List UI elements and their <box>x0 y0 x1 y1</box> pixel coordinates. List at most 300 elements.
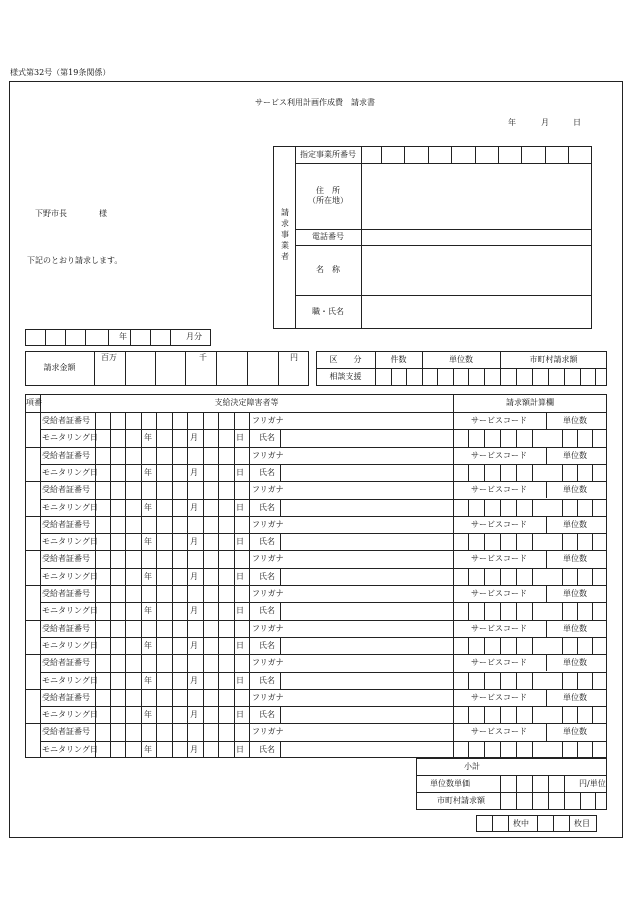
detail-cell-divider <box>592 533 593 550</box>
detail-cell-divider <box>203 689 204 724</box>
summary-cell-divider <box>468 368 469 386</box>
detail-cell-divider <box>218 447 219 482</box>
detail-cell-divider <box>156 689 157 724</box>
detail-cell-divider <box>516 429 517 446</box>
recipient-name-label: 氏名 <box>259 537 275 547</box>
furigana-label: フリガナ <box>252 623 284 633</box>
pager-current: 枚中 <box>513 819 529 828</box>
detail-cell-divider <box>141 447 142 482</box>
monitoring-day-label: 日 <box>236 571 244 581</box>
detail-cell-divider <box>577 637 578 654</box>
detail-cell-divider <box>562 429 563 446</box>
detail-cell-divider <box>156 723 157 758</box>
detail-row-midline <box>453 637 607 638</box>
detail-cell-divider <box>577 672 578 689</box>
period-cell-divider <box>108 329 109 346</box>
detail-cell-divider <box>125 689 126 724</box>
detail-cell-divider <box>484 499 485 516</box>
totals-cell-divider <box>580 792 581 810</box>
detail-cell-divider <box>249 689 250 724</box>
cert-no-label: 受給者証番号 <box>42 658 90 668</box>
detail-cell-divider <box>172 550 173 585</box>
service-code-label: サービスコード <box>471 519 527 529</box>
col-index-header: 項番 <box>26 398 42 407</box>
monitoring-month-label: 月 <box>190 640 198 650</box>
detail-cell-divider <box>577 533 578 550</box>
detail-cell-divider <box>516 741 517 758</box>
detail-cell-divider <box>484 741 485 758</box>
detail-cell-divider <box>218 654 219 689</box>
service-code-label: サービスコード <box>471 485 527 495</box>
form-id: 様式第32号（第19条関係） <box>10 68 111 77</box>
amount-cell-divider <box>125 351 126 386</box>
detail-cell-divider <box>562 568 563 585</box>
period-year: 年 <box>119 332 127 341</box>
unit-price-suffix: 円/単位 <box>579 779 606 788</box>
detail-row-midline <box>40 672 453 673</box>
detail-cell-divider <box>484 706 485 723</box>
detail-cell-divider <box>468 429 469 446</box>
period-cell-divider <box>85 329 86 346</box>
detail-cell-divider <box>141 689 142 724</box>
cert-no-label: 受給者証番号 <box>42 554 90 564</box>
service-code-label: サービスコード <box>471 692 527 702</box>
detail-cell-divider <box>203 620 204 655</box>
detail-cell-divider <box>546 723 547 740</box>
detail-cell-divider <box>218 689 219 724</box>
service-code-label: サービスコード <box>471 450 527 460</box>
monitoring-month-label: 月 <box>190 710 198 720</box>
cert-no-label: 受給者証番号 <box>42 485 90 495</box>
unit-price-label: 単位数単価 <box>430 779 470 788</box>
detail-cell-divider <box>249 723 250 758</box>
detail-cell-divider <box>187 481 188 516</box>
detail-cell-divider <box>280 429 281 446</box>
detail-cell-divider <box>500 429 501 446</box>
detail-table <box>25 394 607 758</box>
detail-cell-divider <box>234 689 235 724</box>
monitoring-year-label: 年 <box>144 640 152 650</box>
detail-cell-divider <box>203 723 204 758</box>
monitoring-month-label: 月 <box>190 675 198 685</box>
detail-row-midline <box>453 429 607 430</box>
monitoring-date-label: モニタリング日 <box>42 640 98 650</box>
detail-cell-divider <box>172 585 173 620</box>
furigana-label: フリガナ <box>252 519 284 529</box>
detail-cell-divider <box>156 412 157 447</box>
pager-total: 枚目 <box>574 819 590 828</box>
detail-cell-divider <box>516 602 517 619</box>
period-box <box>25 329 211 346</box>
detail-cell-divider <box>592 672 593 689</box>
detail-row-midline <box>453 464 607 465</box>
monitoring-day-label: 日 <box>236 606 244 616</box>
units-label: 単位数 <box>563 727 587 737</box>
detail-cell-divider <box>546 585 547 602</box>
detail-cell-divider <box>546 516 547 533</box>
monitoring-year-label: 年 <box>144 467 152 477</box>
recipient-name-label: 氏名 <box>259 433 275 443</box>
office-no-cell-divider <box>568 146 569 163</box>
detail-cell-divider <box>125 585 126 620</box>
monitoring-month-label: 月 <box>190 744 198 754</box>
monitoring-year-label: 年 <box>144 675 152 685</box>
amount-cell-divider <box>278 351 279 386</box>
detail-cell-divider <box>532 499 533 516</box>
detail-cell-divider <box>562 672 563 689</box>
detail-cell-divider <box>546 412 547 429</box>
service-code-label: サービスコード <box>471 623 527 633</box>
detail-cell-divider <box>125 481 126 516</box>
summary-units-header: 単位数 <box>449 355 473 364</box>
detail-cell-divider <box>203 654 204 689</box>
detail-row-border <box>25 654 607 655</box>
detail-cell-divider <box>500 464 501 481</box>
detail-cell-divider <box>110 620 111 655</box>
detail-cell-divider <box>562 637 563 654</box>
monitoring-date-label: モニタリング日 <box>42 606 98 616</box>
units-label: 単位数 <box>563 554 587 564</box>
recipient-name-label: 氏名 <box>259 606 275 616</box>
detail-cell-divider <box>203 550 204 585</box>
detail-cell-divider <box>532 706 533 723</box>
detail-cell-divider <box>484 637 485 654</box>
detail-cell-divider <box>156 481 157 516</box>
detail-cell-divider <box>234 723 235 758</box>
detail-cell-divider <box>532 568 533 585</box>
detail-cell-divider <box>468 637 469 654</box>
detail-cell-divider <box>110 447 111 482</box>
detail-cell-divider <box>516 568 517 585</box>
detail-row-midline <box>40 464 453 465</box>
detail-row-border <box>25 481 607 482</box>
summary-row-label: 相談支援 <box>329 372 362 381</box>
addressee: 下野市長 <box>35 209 67 218</box>
detail-row-midline <box>40 499 453 500</box>
detail-cell-divider <box>484 672 485 689</box>
period-cell-divider <box>170 329 171 346</box>
detail-cell-divider <box>500 602 501 619</box>
cert-no-label: 受給者証番号 <box>42 623 90 633</box>
monitoring-year-label: 年 <box>144 744 152 754</box>
detail-cell-divider <box>187 689 188 724</box>
city-amount-label: 市町村請求額 <box>437 796 485 805</box>
monitoring-year-label: 年 <box>144 571 152 581</box>
amount-cell-divider <box>185 351 186 386</box>
units-label: 単位数 <box>563 519 587 529</box>
detail-cell-divider <box>577 602 578 619</box>
detail-row-midline <box>453 602 607 603</box>
detail-cell-divider <box>187 550 188 585</box>
detail-cell-divider <box>500 637 501 654</box>
detail-cell-divider <box>125 412 126 447</box>
monitoring-year-label: 年 <box>144 433 152 443</box>
detail-row-border <box>25 689 607 690</box>
date-year: 年 <box>508 118 516 127</box>
furigana-label: フリガナ <box>252 589 284 598</box>
totals-cell-divider <box>548 792 549 810</box>
units-label: 単位数 <box>563 485 587 495</box>
detail-cell-divider <box>187 620 188 655</box>
detail-cell-divider <box>218 516 219 551</box>
address-label: 住 所 <box>316 186 340 195</box>
furigana-label: フリガナ <box>252 554 284 564</box>
detail-cell-divider <box>249 481 250 516</box>
monitoring-date-label: モニタリング日 <box>42 675 98 685</box>
detail-cell-divider <box>516 464 517 481</box>
detail-cell-divider <box>577 706 578 723</box>
detail-cell-divider <box>141 481 142 516</box>
detail-cell-divider <box>516 672 517 689</box>
detail-cell-divider <box>110 412 111 447</box>
detail-cell-divider <box>187 723 188 758</box>
detail-cell-divider <box>468 568 469 585</box>
detail-row-border <box>25 516 607 517</box>
detail-cell-divider <box>172 723 173 758</box>
detail-cell-divider <box>500 533 501 550</box>
cert-no-label: 受給者証番号 <box>42 692 90 702</box>
detail-cell-divider <box>280 499 281 516</box>
service-code-label: サービスコード <box>471 727 527 737</box>
claimant-side-label: 請求事業者 <box>281 208 289 261</box>
detail-cell-divider <box>172 516 173 551</box>
detail-cell-divider <box>532 533 533 550</box>
totals-cell-divider <box>595 792 596 810</box>
unit-thousand: 千 <box>199 353 207 362</box>
detail-cell-divider <box>249 620 250 655</box>
detail-cell-divider <box>468 464 469 481</box>
monitoring-date-label: モニタリング日 <box>42 710 98 720</box>
monitoring-year-label: 年 <box>144 606 152 616</box>
detail-cell-divider <box>468 602 469 619</box>
detail-cell-divider <box>500 568 501 585</box>
furigana-label: フリガナ <box>252 450 284 460</box>
detail-cell-divider <box>172 620 173 655</box>
detail-row-border <box>25 723 607 724</box>
amount-cell-divider <box>216 351 217 386</box>
detail-cell-divider <box>577 499 578 516</box>
detail-cell-divider <box>468 706 469 723</box>
detail-cell-divider <box>500 672 501 689</box>
detail-cell-divider <box>141 516 142 551</box>
detail-cell-divider <box>468 499 469 516</box>
detail-cell-divider <box>280 602 281 619</box>
totals-cell-divider <box>516 775 517 792</box>
detail-cell-divider <box>110 689 111 724</box>
detail-cell-divider <box>280 706 281 723</box>
summary-category-header: 区 分 <box>329 355 362 364</box>
summary-cell-divider <box>595 368 596 386</box>
detail-cell-divider <box>187 654 188 689</box>
detail-cell-divider <box>125 516 126 551</box>
detail-cell-divider <box>592 499 593 516</box>
detail-cell-divider <box>141 412 142 447</box>
recipient-name-label: 氏名 <box>259 640 275 650</box>
summary-cell-divider <box>437 368 438 386</box>
detail-cell-divider <box>125 654 126 689</box>
detail-cell-divider <box>500 741 501 758</box>
monitoring-day-label: 日 <box>236 537 244 547</box>
monitoring-year-label: 年 <box>144 502 152 512</box>
detail-cell-divider <box>203 447 204 482</box>
detail-cell-divider <box>280 741 281 758</box>
detail-cell-divider <box>484 602 485 619</box>
detail-cell-divider <box>484 568 485 585</box>
detail-cell-divider <box>172 481 173 516</box>
detail-cell-divider <box>187 447 188 482</box>
totals-cell-divider <box>564 792 565 810</box>
detail-row-midline <box>453 741 607 742</box>
detail-cell-divider <box>156 516 157 551</box>
detail-cell-divider <box>500 706 501 723</box>
detail-cell-divider <box>203 481 204 516</box>
period-cell-divider <box>150 329 151 346</box>
detail-cell-divider <box>141 585 142 620</box>
detail-cell-divider <box>110 516 111 551</box>
detail-cell-divider <box>546 689 547 706</box>
monitoring-day-label: 日 <box>236 640 244 650</box>
phone-label: 電話番号 <box>312 232 344 241</box>
detail-cell-divider <box>110 654 111 689</box>
cert-no-label: 受給者証番号 <box>42 727 90 737</box>
monitoring-day-label: 日 <box>236 433 244 443</box>
totals-cell-divider <box>532 775 533 792</box>
detail-cell-divider <box>218 412 219 447</box>
detail-cell-divider <box>516 533 517 550</box>
monitoring-month-label: 月 <box>190 537 198 547</box>
address-sub-label: （所在地） <box>308 196 348 205</box>
detail-cell-divider <box>546 481 547 498</box>
recipient-name-label: 氏名 <box>259 571 275 581</box>
totals-cell-divider <box>532 792 533 810</box>
amount-label: 請求金額 <box>43 363 76 372</box>
monitoring-year-label: 年 <box>144 537 152 547</box>
detail-cell-divider <box>532 464 533 481</box>
totals-cell-divider <box>548 775 549 792</box>
detail-cell-divider <box>203 585 204 620</box>
service-code-label: サービスコード <box>471 589 527 598</box>
detail-cell-divider <box>280 672 281 689</box>
detail-row-midline <box>40 533 453 534</box>
detail-cell-divider <box>234 585 235 620</box>
monitoring-day-label: 日 <box>236 502 244 512</box>
summary-count-header: 件数 <box>390 355 407 364</box>
recipient-name-label: 氏名 <box>259 502 275 512</box>
col-recipient-header: 支給決定障害者等 <box>214 398 279 407</box>
detail-cell-divider <box>218 723 219 758</box>
detail-cell-divider <box>592 568 593 585</box>
date-day: 日 <box>573 118 581 127</box>
detail-cell-divider <box>546 447 547 464</box>
detail-cell-divider <box>110 481 111 516</box>
summary-city-header: 市町村請求額 <box>529 355 578 364</box>
office-no-cell-divider <box>428 146 429 163</box>
detail-cell-divider <box>156 654 157 689</box>
detail-cell-divider <box>516 499 517 516</box>
furigana-label: フリガナ <box>252 658 284 668</box>
monitoring-month-label: 月 <box>190 571 198 581</box>
detail-cell-divider <box>156 447 157 482</box>
detail-cell-divider <box>532 637 533 654</box>
detail-cell-divider <box>468 672 469 689</box>
detail-row-midline <box>40 706 453 707</box>
detail-cell-divider <box>577 741 578 758</box>
detail-cell-divider <box>110 585 111 620</box>
detail-cell-divider <box>280 568 281 585</box>
detail-cell-divider <box>562 464 563 481</box>
detail-cell-divider <box>187 412 188 447</box>
detail-cell-divider <box>468 533 469 550</box>
units-label: 単位数 <box>563 623 587 633</box>
furigana-label: フリガナ <box>252 416 284 425</box>
detail-cell-divider <box>125 620 126 655</box>
detail-cell-divider <box>577 568 578 585</box>
detail-row-midline <box>40 741 453 742</box>
cert-no-label: 受給者証番号 <box>42 589 90 598</box>
detail-cell-divider <box>546 550 547 567</box>
detail-cell-divider <box>546 654 547 671</box>
detail-cell-divider <box>234 412 235 447</box>
detail-row-midline <box>40 637 453 638</box>
monitoring-day-label: 日 <box>236 675 244 685</box>
monitoring-month-label: 月 <box>190 467 198 477</box>
detail-cell-divider <box>577 429 578 446</box>
detail-cell-divider <box>592 741 593 758</box>
monitoring-date-label: モニタリング日 <box>42 467 98 477</box>
detail-cell-divider <box>592 706 593 723</box>
detail-cell-divider <box>592 602 593 619</box>
monitoring-month-label: 月 <box>190 433 198 443</box>
office-no-cell-divider <box>498 146 499 163</box>
detail-cell-divider <box>484 464 485 481</box>
detail-cell-divider <box>203 516 204 551</box>
monitoring-date-label: モニタリング日 <box>42 502 98 512</box>
summary-cell-divider <box>453 368 454 386</box>
detail-cell-divider <box>203 412 204 447</box>
detail-cell-divider <box>249 654 250 689</box>
detail-cell-divider <box>249 412 250 447</box>
detail-row-midline <box>453 706 607 707</box>
detail-cell-divider <box>562 533 563 550</box>
name-label: 名 称 <box>316 265 340 274</box>
detail-cell-divider <box>562 602 563 619</box>
detail-cell-divider <box>234 620 235 655</box>
detail-cell-divider <box>125 550 126 585</box>
detail-cell-divider <box>280 464 281 481</box>
monitoring-date-label: モニタリング日 <box>42 433 98 443</box>
monitoring-date-label: モニタリング日 <box>42 744 98 754</box>
unit-million: 百万 <box>101 353 117 362</box>
detail-cell-divider <box>484 533 485 550</box>
detail-cell-divider <box>172 689 173 724</box>
office-no-label: 指定事業所番号 <box>300 150 356 159</box>
monitoring-month-label: 月 <box>190 502 198 512</box>
detail-cell-divider <box>249 516 250 551</box>
detail-cell-divider <box>187 516 188 551</box>
detail-row-border <box>25 585 607 586</box>
detail-row-midline <box>453 672 607 673</box>
detail-row-border <box>25 620 607 621</box>
unit-yen: 円 <box>290 353 298 362</box>
detail-cell-divider <box>592 637 593 654</box>
period-cell-divider <box>130 329 131 346</box>
units-label: 単位数 <box>563 450 587 460</box>
period-cell-divider <box>65 329 66 346</box>
period-month: 月分 <box>186 332 202 341</box>
detail-cell-divider <box>156 620 157 655</box>
detail-row-midline <box>40 429 453 430</box>
detail-cell-divider <box>218 585 219 620</box>
